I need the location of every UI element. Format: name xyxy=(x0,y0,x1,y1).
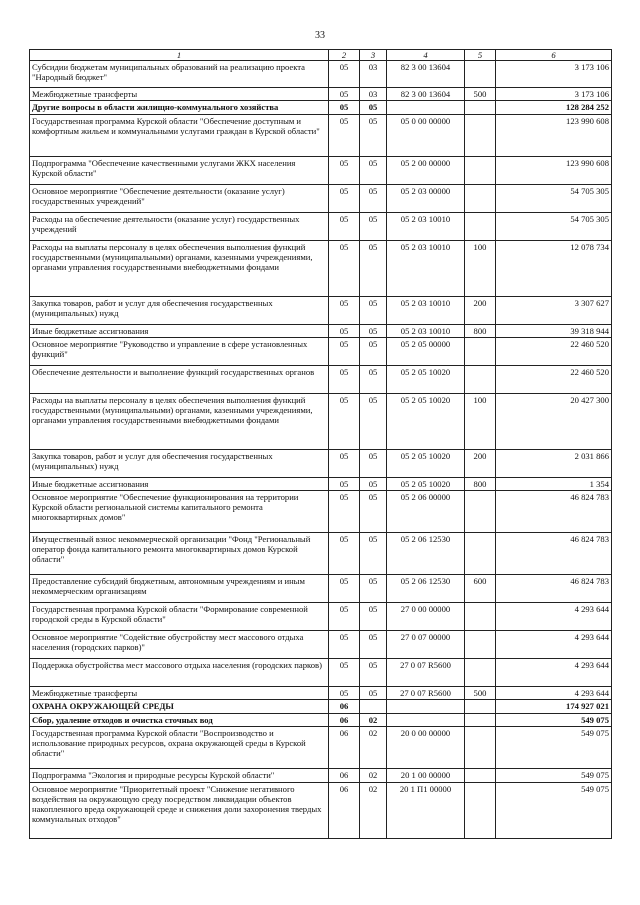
row-name-cell: Межбюджетные трансферты xyxy=(30,687,329,700)
expense-type-cell: 100 xyxy=(465,241,496,297)
table-row xyxy=(30,450,612,478)
amount-cell: 4 293 644 xyxy=(496,687,612,700)
row-name-cell: Основное мероприятие "Обеспечение функционирования на территории Курской области региональной системы капитального ремонта многоквартирных домов" xyxy=(30,491,329,533)
section-code-cell: 05 xyxy=(329,394,360,450)
table-row xyxy=(30,533,612,575)
subsection-code-cell: 05 xyxy=(360,325,387,338)
target-article-cell: 20 1 П1 00000 xyxy=(387,783,465,839)
subsection-code-cell xyxy=(360,700,387,714)
amount-cell: 549 075 xyxy=(496,727,612,769)
expense-type-cell xyxy=(465,727,496,769)
subsection-code-cell: 02 xyxy=(360,783,387,839)
table-row xyxy=(30,783,612,839)
row-name-cell: Основное мероприятие "Приоритетный проект "Снижение негативного воздействия на окружающую среду посредством ликвидации объектов накопленного вреда окружающей среде и снижения доли захоронения твердых коммунальных отходов" xyxy=(30,783,329,839)
row-name-cell: Расходы на выплаты персоналу в целях обеспечения выполнения функций государственными (муниципальными) органами, казенными учреждениями, органами управления государственными внебюджетными фондами xyxy=(30,394,329,450)
amount-cell: 12 078 734 xyxy=(496,241,612,297)
table-row xyxy=(30,185,612,213)
page-number: 33 xyxy=(315,30,325,41)
expense-type-cell xyxy=(465,101,496,115)
amount-cell: 3 307 627 xyxy=(496,297,612,325)
row-name-cell: Основное мероприятие "Руководство и управление в сфере установленных функций" xyxy=(30,338,329,366)
target-article-cell xyxy=(387,101,465,115)
amount-cell: 46 824 783 xyxy=(496,533,612,575)
row-name-cell: Поддержка обустройства мест массового отдыха населения (городских парков) xyxy=(30,659,329,687)
column-header: 3 xyxy=(360,50,387,61)
expense-type-cell xyxy=(465,366,496,394)
subsection-code-cell: 05 xyxy=(360,366,387,394)
section-code-cell: 05 xyxy=(329,101,360,115)
table-row xyxy=(30,241,612,297)
amount-cell: 20 427 300 xyxy=(496,394,612,450)
table-row xyxy=(30,603,612,631)
table-row xyxy=(30,714,612,727)
section-code-cell: 05 xyxy=(329,297,360,325)
amount-cell: 549 075 xyxy=(496,769,612,783)
section-code-cell: 05 xyxy=(329,213,360,241)
expense-type-cell xyxy=(465,631,496,659)
section-code-cell: 06 xyxy=(329,769,360,783)
section-code-cell: 06 xyxy=(329,783,360,839)
expense-type-cell: 500 xyxy=(465,88,496,101)
subsection-code-cell: 05 xyxy=(360,687,387,700)
section-code-cell: 05 xyxy=(329,61,360,88)
row-name-cell: ОХРАНА ОКРУЖАЮЩЕЙ СРЕДЫ xyxy=(30,700,329,714)
section-code-cell: 05 xyxy=(329,659,360,687)
expense-type-cell xyxy=(465,533,496,575)
amount-cell: 4 293 644 xyxy=(496,603,612,631)
header-row xyxy=(30,50,612,61)
subsection-code-cell: 03 xyxy=(360,88,387,101)
row-name-cell: Сбор, удаление отходов и очистка сточных вод xyxy=(30,714,329,727)
table-row xyxy=(30,700,612,714)
target-article-cell: 05 2 05 10020 xyxy=(387,478,465,491)
row-name-cell: Подпрограмма "Экология и природные ресурсы Курской области" xyxy=(30,769,329,783)
row-name-cell: Закупка товаров, работ и услуг для обеспечения государственных (муниципальных) нужд xyxy=(30,450,329,478)
row-name-cell: Государственная программа Курской области "Воспроизводство и использование природных ресурсов, охрана окружающей среды в Курской области" xyxy=(30,727,329,769)
target-article-cell: 05 2 03 10010 xyxy=(387,297,465,325)
expense-type-cell: 800 xyxy=(465,478,496,491)
row-name-cell: Основное мероприятие "Обеспечение деятельности (оказание услуг) государственных учреждений" xyxy=(30,185,329,213)
amount-cell: 549 075 xyxy=(496,783,612,839)
subsection-code-cell: 05 xyxy=(360,659,387,687)
amount-cell: 39 318 944 xyxy=(496,325,612,338)
row-name-cell: Межбюджетные трансферты xyxy=(30,88,329,101)
target-article-cell: 05 2 03 10010 xyxy=(387,325,465,338)
row-name-cell: Другие вопросы в области жилищно-коммунального хозяйства xyxy=(30,101,329,115)
amount-cell: 549 075 xyxy=(496,714,612,727)
subsection-code-cell: 05 xyxy=(360,101,387,115)
row-name-cell: Государственная программа Курской области "Формирование современной городской среды в Курской области" xyxy=(30,603,329,631)
amount-cell: 2 031 866 xyxy=(496,450,612,478)
target-article-cell: 05 2 06 00000 xyxy=(387,491,465,533)
subsection-code-cell: 05 xyxy=(360,450,387,478)
table-row xyxy=(30,478,612,491)
target-article-cell: 05 2 05 10020 xyxy=(387,450,465,478)
target-article-cell: 27 0 00 00000 xyxy=(387,603,465,631)
subsection-code-cell: 05 xyxy=(360,603,387,631)
expense-type-cell xyxy=(465,714,496,727)
amount-cell: 123 990 608 xyxy=(496,157,612,185)
target-article-cell: 27 0 07 00000 xyxy=(387,631,465,659)
amount-cell: 54 705 305 xyxy=(496,213,612,241)
column-header: 1 xyxy=(30,50,329,61)
expense-type-cell xyxy=(465,338,496,366)
row-name-cell: Имущественный взнос некоммерческой организации "Фонд "Региональный оператор фонда капитального ремонта многоквартирных домов Курской области" xyxy=(30,533,329,575)
section-code-cell: 05 xyxy=(329,366,360,394)
expense-type-cell: 500 xyxy=(465,687,496,700)
target-article-cell: 05 2 03 00000 xyxy=(387,185,465,213)
expense-type-cell: 200 xyxy=(465,297,496,325)
subsection-code-cell: 05 xyxy=(360,297,387,325)
row-name-cell: Обеспечение деятельности и выполнение функций государственных органов xyxy=(30,366,329,394)
section-code-cell: 05 xyxy=(329,88,360,101)
amount-cell: 123 990 608 xyxy=(496,115,612,157)
amount-cell: 1 354 xyxy=(496,478,612,491)
target-article-cell: 27 0 07 R5600 xyxy=(387,687,465,700)
expense-type-cell xyxy=(465,213,496,241)
table-row xyxy=(30,491,612,533)
row-name-cell: Иные бюджетные ассигнования xyxy=(30,478,329,491)
expense-type-cell: 100 xyxy=(465,394,496,450)
expense-type-cell xyxy=(465,61,496,88)
section-code-cell: 05 xyxy=(329,575,360,603)
target-article-cell: 82 3 00 13604 xyxy=(387,88,465,101)
table-row xyxy=(30,575,612,603)
expense-type-cell xyxy=(465,783,496,839)
expense-type-cell xyxy=(465,185,496,213)
amount-cell: 4 293 644 xyxy=(496,659,612,687)
table-row xyxy=(30,659,612,687)
section-code-cell: 05 xyxy=(329,338,360,366)
section-code-cell: 05 xyxy=(329,491,360,533)
section-code-cell: 05 xyxy=(329,631,360,659)
section-code-cell: 05 xyxy=(329,603,360,631)
expense-type-cell xyxy=(465,769,496,783)
subsection-code-cell: 05 xyxy=(360,631,387,659)
column-header: 2 xyxy=(329,50,360,61)
target-article-cell xyxy=(387,700,465,714)
expense-type-cell xyxy=(465,659,496,687)
amount-cell: 22 460 520 xyxy=(496,338,612,366)
table-row xyxy=(30,101,612,115)
table-row xyxy=(30,61,612,88)
amount-cell: 46 824 783 xyxy=(496,575,612,603)
budget-table xyxy=(29,49,612,839)
table-row xyxy=(30,338,612,366)
subsection-code-cell: 05 xyxy=(360,338,387,366)
subsection-code-cell: 02 xyxy=(360,714,387,727)
expense-type-cell xyxy=(465,603,496,631)
target-article-cell: 05 2 06 12530 xyxy=(387,533,465,575)
target-article-cell: 05 2 03 10010 xyxy=(387,241,465,297)
row-name-cell: Расходы на обеспечение деятельности (оказание услуг) государственных учреждений xyxy=(30,213,329,241)
subsection-code-cell: 05 xyxy=(360,533,387,575)
section-code-cell: 05 xyxy=(329,185,360,213)
amount-cell: 128 284 252 xyxy=(496,101,612,115)
subsection-code-cell: 05 xyxy=(360,478,387,491)
section-code-cell: 05 xyxy=(329,687,360,700)
expense-type-cell: 600 xyxy=(465,575,496,603)
table-row xyxy=(30,631,612,659)
amount-cell: 174 927 021 xyxy=(496,700,612,714)
table-row xyxy=(30,727,612,769)
row-name-cell: Основное мероприятие "Содействие обустройству мест массового отдыха населения (городских парков)" xyxy=(30,631,329,659)
section-code-cell: 05 xyxy=(329,115,360,157)
target-article-cell: 05 2 05 10020 xyxy=(387,394,465,450)
column-header: 6 xyxy=(496,50,612,61)
target-article-cell: 05 2 00 00000 xyxy=(387,157,465,185)
row-name-cell: Субсидии бюджетам муниципальных образований на реализацию проекта "Народный бюджет" xyxy=(30,61,329,88)
expense-type-cell xyxy=(465,491,496,533)
row-name-cell: Подпрограмма "Обеспечение качественными услугами ЖКХ населения Курской области" xyxy=(30,157,329,185)
subsection-code-cell: 02 xyxy=(360,727,387,769)
amount-cell: 46 824 783 xyxy=(496,491,612,533)
column-header: 4 xyxy=(387,50,465,61)
expense-type-cell xyxy=(465,157,496,185)
section-code-cell: 06 xyxy=(329,714,360,727)
expense-type-cell xyxy=(465,700,496,714)
amount-cell: 22 460 520 xyxy=(496,366,612,394)
target-article-cell: 20 1 00 00000 xyxy=(387,769,465,783)
table-row xyxy=(30,394,612,450)
subsection-code-cell: 02 xyxy=(360,769,387,783)
subsection-code-cell: 05 xyxy=(360,575,387,603)
table-row xyxy=(30,115,612,157)
section-code-cell: 05 xyxy=(329,241,360,297)
row-name-cell: Иные бюджетные ассигнования xyxy=(30,325,329,338)
subsection-code-cell: 05 xyxy=(360,213,387,241)
section-code-cell: 06 xyxy=(329,727,360,769)
amount-cell: 4 293 644 xyxy=(496,631,612,659)
target-article-cell: 05 2 06 12530 xyxy=(387,575,465,603)
expense-type-cell: 200 xyxy=(465,450,496,478)
target-article-cell: 05 2 05 00000 xyxy=(387,338,465,366)
subsection-code-cell: 05 xyxy=(360,185,387,213)
table-row xyxy=(30,769,612,783)
subsection-code-cell: 05 xyxy=(360,157,387,185)
section-code-cell: 06 xyxy=(329,700,360,714)
amount-cell: 3 173 106 xyxy=(496,61,612,88)
target-article-cell: 27 0 07 R5600 xyxy=(387,659,465,687)
row-name-cell: Расходы на выплаты персоналу в целях обеспечения выполнения функций государственными (муниципальными) органами, казенными учреждениями, органами управления государственными внебюджетными фондами xyxy=(30,241,329,297)
target-article-cell: 05 2 05 10020 xyxy=(387,366,465,394)
subsection-code-cell: 05 xyxy=(360,491,387,533)
row-name-cell: Государственная программа Курской области "Обеспечение доступным и комфортным жильем и коммунальными услугами граждан в Курской области" xyxy=(30,115,329,157)
table-row xyxy=(30,157,612,185)
table-row xyxy=(30,213,612,241)
section-code-cell: 05 xyxy=(329,533,360,575)
subsection-code-cell: 03 xyxy=(360,61,387,88)
table-row xyxy=(30,297,612,325)
expense-type-cell xyxy=(465,115,496,157)
target-article-cell: 05 2 03 10010 xyxy=(387,213,465,241)
target-article-cell: 82 3 00 13604 xyxy=(387,61,465,88)
target-article-cell: 05 0 00 00000 xyxy=(387,115,465,157)
table-row xyxy=(30,325,612,338)
section-code-cell: 05 xyxy=(329,325,360,338)
section-code-cell: 05 xyxy=(329,157,360,185)
target-article-cell: 20 0 00 00000 xyxy=(387,727,465,769)
section-code-cell: 05 xyxy=(329,478,360,491)
table-row xyxy=(30,88,612,101)
amount-cell: 3 173 106 xyxy=(496,88,612,101)
amount-cell: 54 705 305 xyxy=(496,185,612,213)
column-header: 5 xyxy=(465,50,496,61)
row-name-cell: Предоставление субсидий бюджетным, автономным учреждениям и иным некоммерческим организациям xyxy=(30,575,329,603)
row-name-cell: Закупка товаров, работ и услуг для обеспечения государственных (муниципальных) нужд xyxy=(30,297,329,325)
subsection-code-cell: 05 xyxy=(360,241,387,297)
table-row xyxy=(30,366,612,394)
table-row xyxy=(30,687,612,700)
subsection-code-cell: 05 xyxy=(360,115,387,157)
expense-type-cell: 800 xyxy=(465,325,496,338)
target-article-cell xyxy=(387,714,465,727)
subsection-code-cell: 05 xyxy=(360,394,387,450)
section-code-cell: 05 xyxy=(329,450,360,478)
